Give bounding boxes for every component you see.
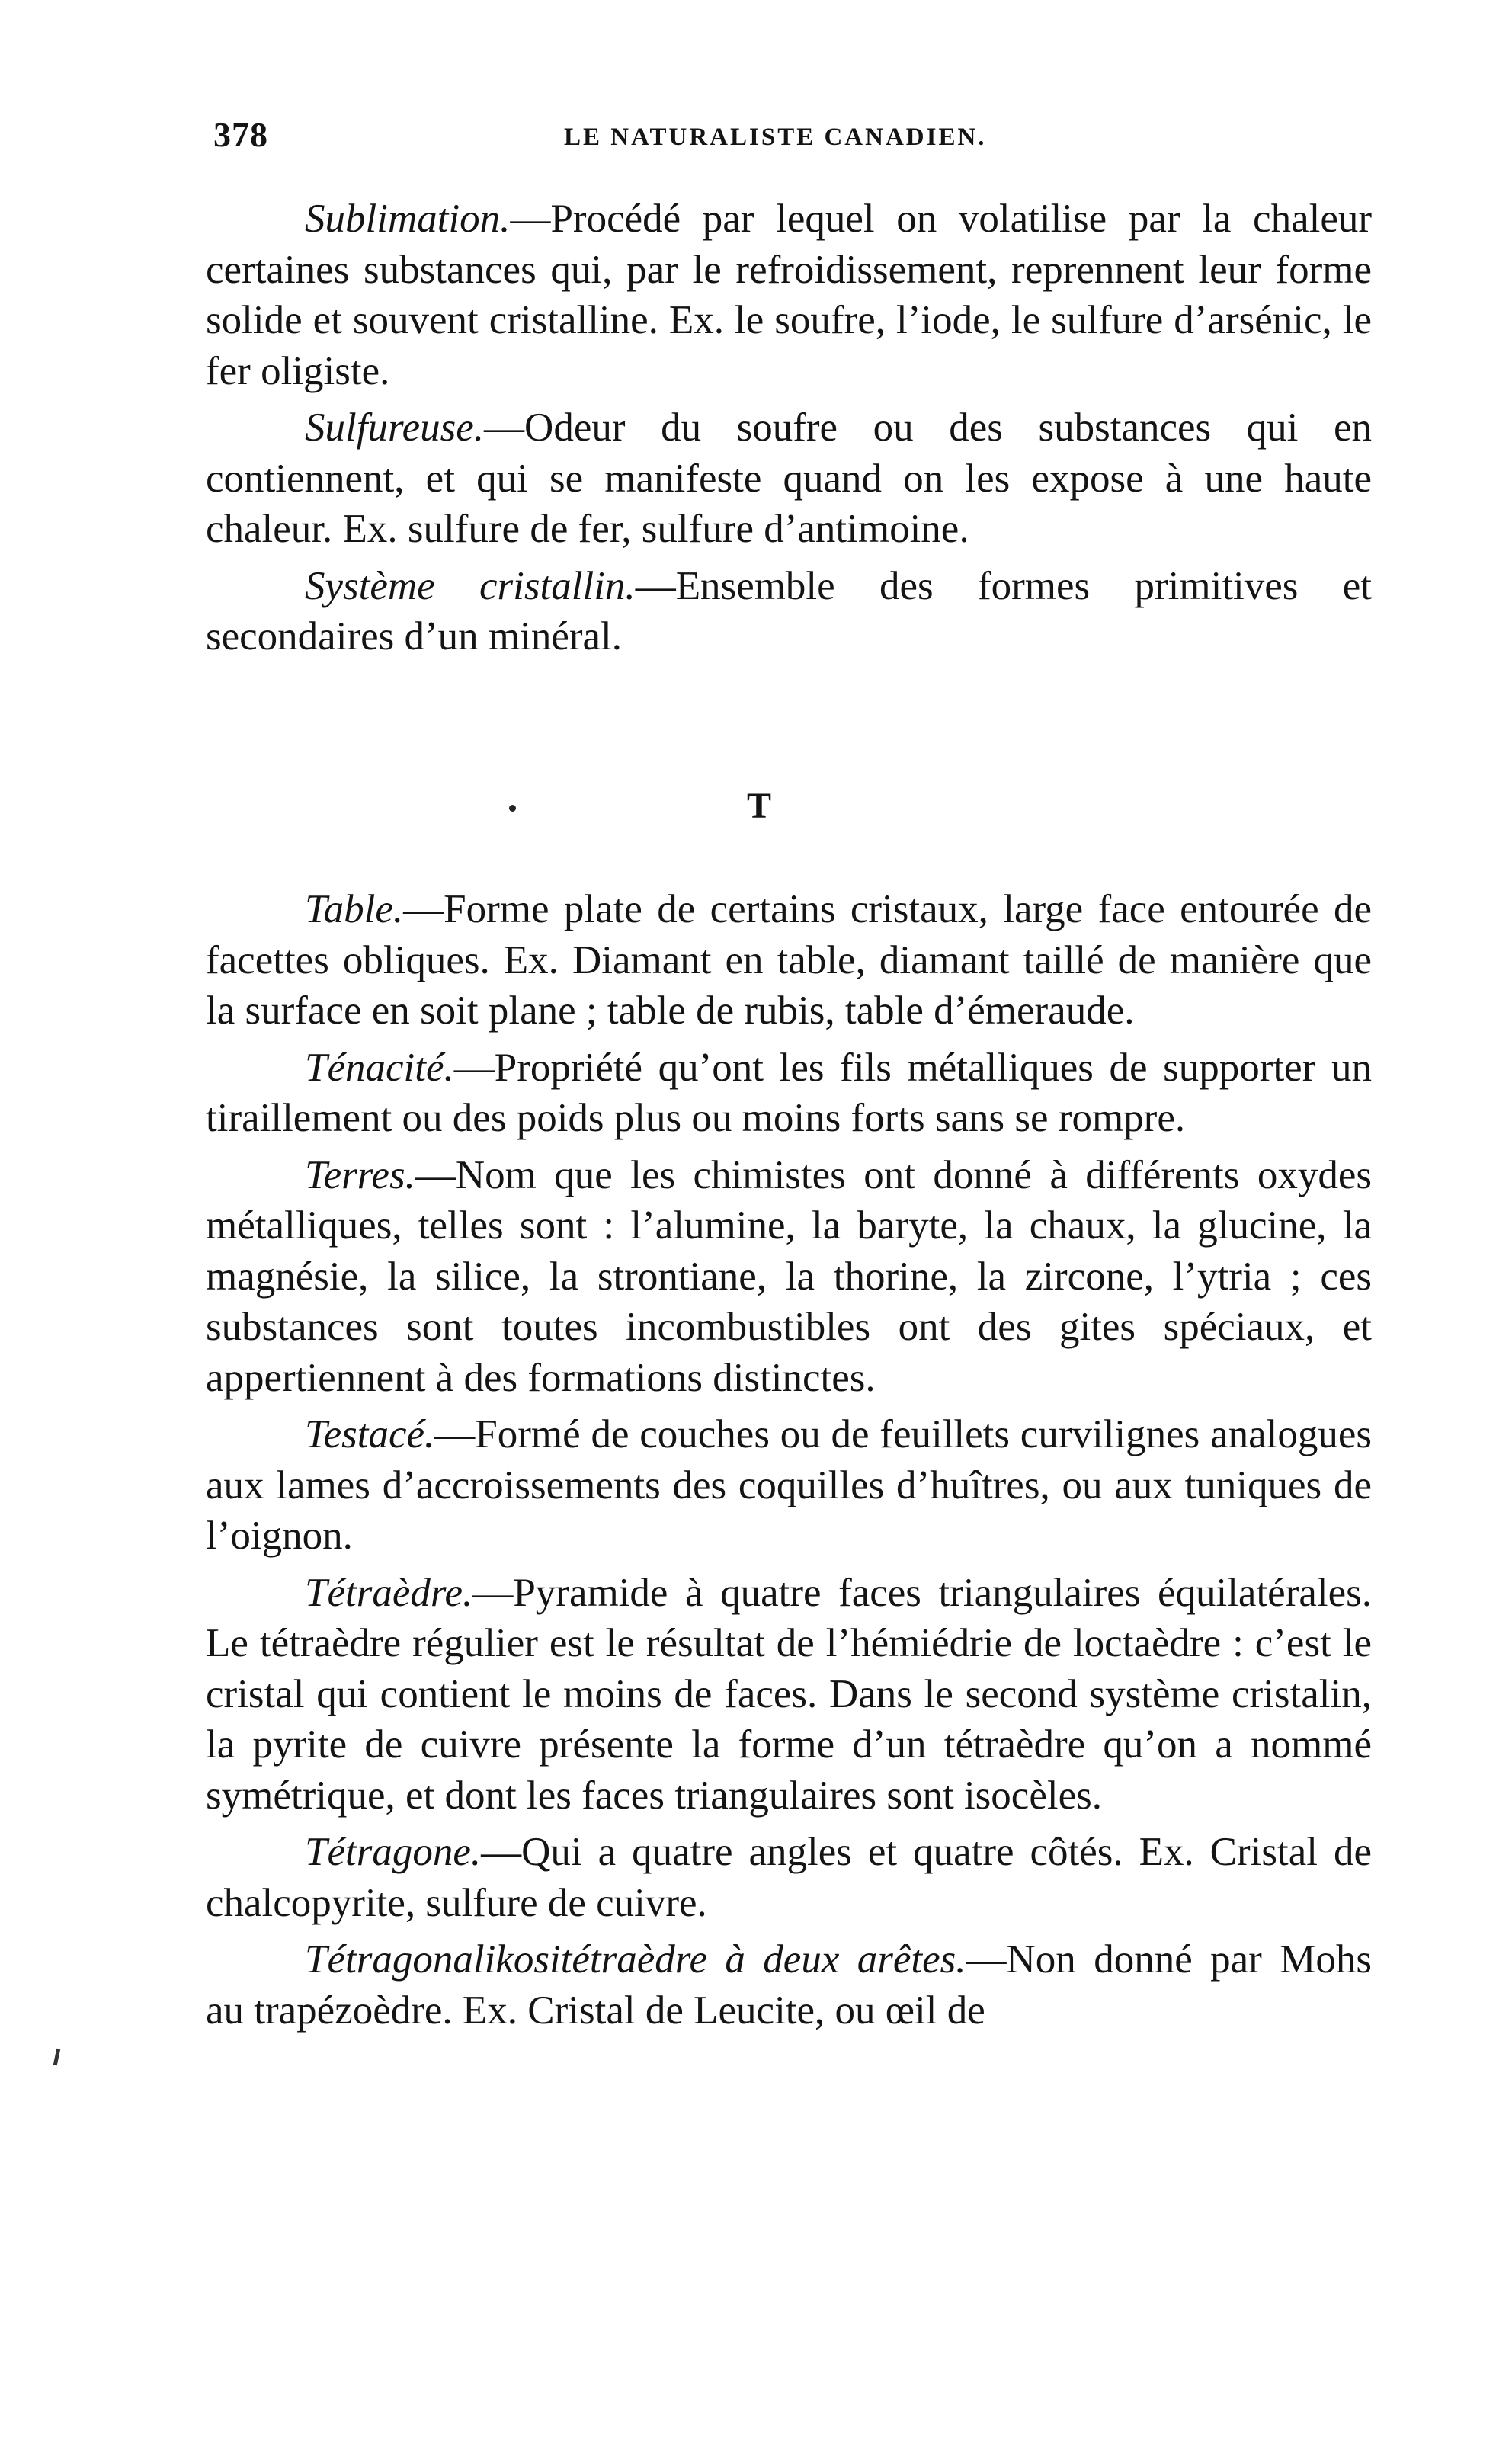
entry-term: Tétragone. <box>305 1830 482 1874</box>
entry-definition: —Pyramide à quatre faces triangulaires équilatérales. Le tétraèdre régulier est le résultat de l’hémiédrie de loctaèdre : c’est le cristal qui contient le moins de faces. Dans le second système cristalin, la pyrite de cuivre présente la forme d’un tétraèdre qu’on a nommé symétrique, et dont les faces triangulaires sont isocèles. <box>206 1570 1372 1818</box>
entry-definition: —Nom que les chimistes ont donné à différents oxydes métalliques, telles sont : l’alumine, la baryte, la chaux, la glucine, la magnésie, la silice, la strontiane, la thorine, la zircone, l’ytria ; ces substances sont toutes incombustibles ont des gites spéciaux, et appertiennent à des formations distinctes. <box>206 1152 1372 1400</box>
entry-definition: —Non donné par Mohs au trapézoèdre. Ex. Cristal de Leucite, ou œil de <box>206 1937 1372 2033</box>
entry-definition: —Formé de couches ou de feuillets curvilignes analogues aux lames d’accroissements des coquilles d’huîtres, ou aux tuniques de l’oignon. <box>206 1412 1372 1558</box>
entry-definition: —Propriété qu’ont les fils métalliques de supporter un tiraillement ou des poids plus ou moins forts sans se rompre. <box>206 1045 1372 1140</box>
glossary-entry-tenacite <box>206 1043 1372 1144</box>
entry-term: Sulfureuse. <box>305 405 485 450</box>
entry-definition: —Procédé par lequel on volatilise par la chaleur certaines substances qui, par le refroidissement, reprennent leur forme solide et souvent cristalline. Ex. le soufre, l’iode, le sulfure d’arsénic, le fer oligiste. <box>206 197 1372 393</box>
glossary-entry-systeme-cristallin <box>206 561 1372 662</box>
glossary-entry-tetraedre <box>206 1568 1372 1821</box>
entry-definition: —Forme plate de certains cristaux, large face entourée de facettes obliques. Ex. Diamant en table, diamant taillé de manière que la surface en soit plane ; table de rubis, table d’émeraude. <box>206 887 1372 1033</box>
entry-term: Tétraèdre. <box>305 1570 473 1615</box>
glossary-entry-sulfureuse <box>206 402 1372 555</box>
stray-print-dot <box>509 805 516 812</box>
section-s-entries <box>206 194 1372 668</box>
entry-definition: —Qui a quatre angles et quatre côtés. Ex. Cristal de chalcopyrite, sulfure de cuivre. <box>206 1830 1372 1925</box>
entry-definition: —Odeur du soufre ou des substances qui en contiennent, et qui se manifeste quand on les expose à une haute chaleur. Ex. sulfure de fer, sulfure d’antimoine. <box>206 405 1372 551</box>
entry-term: Système cristallin. <box>305 563 636 608</box>
running-head: LE NATURALISTE CANADIEN. <box>564 123 987 151</box>
section-t-entries <box>206 884 1372 2042</box>
stray-margin-mark <box>53 2049 60 2066</box>
glossary-entry-table <box>206 884 1372 1036</box>
entry-term: Ténacité. <box>305 1045 454 1090</box>
glossary-entry-tetragonalikositetraedre <box>206 1934 1372 2036</box>
glossary-entry-terres <box>206 1150 1372 1404</box>
entry-term: Terres. <box>305 1152 415 1197</box>
entry-term: Sublimation. <box>305 197 511 241</box>
entry-definition: —Ensemble des formes primitives et secondaires d’un minéral. <box>206 563 1372 658</box>
section-letter-heading: T <box>747 786 774 826</box>
page-header <box>213 114 1372 168</box>
entry-term: Tétragonalikositétraèdre à deux arêtes. <box>305 1937 966 1982</box>
glossary-entry-testace <box>206 1409 1372 1562</box>
entry-term: Table. <box>305 887 404 931</box>
page-number: 378 <box>213 115 268 154</box>
glossary-entry-tetragone <box>206 1827 1372 1928</box>
glossary-entry-sublimation <box>206 194 1372 396</box>
entry-term: Testacé. <box>305 1412 435 1456</box>
